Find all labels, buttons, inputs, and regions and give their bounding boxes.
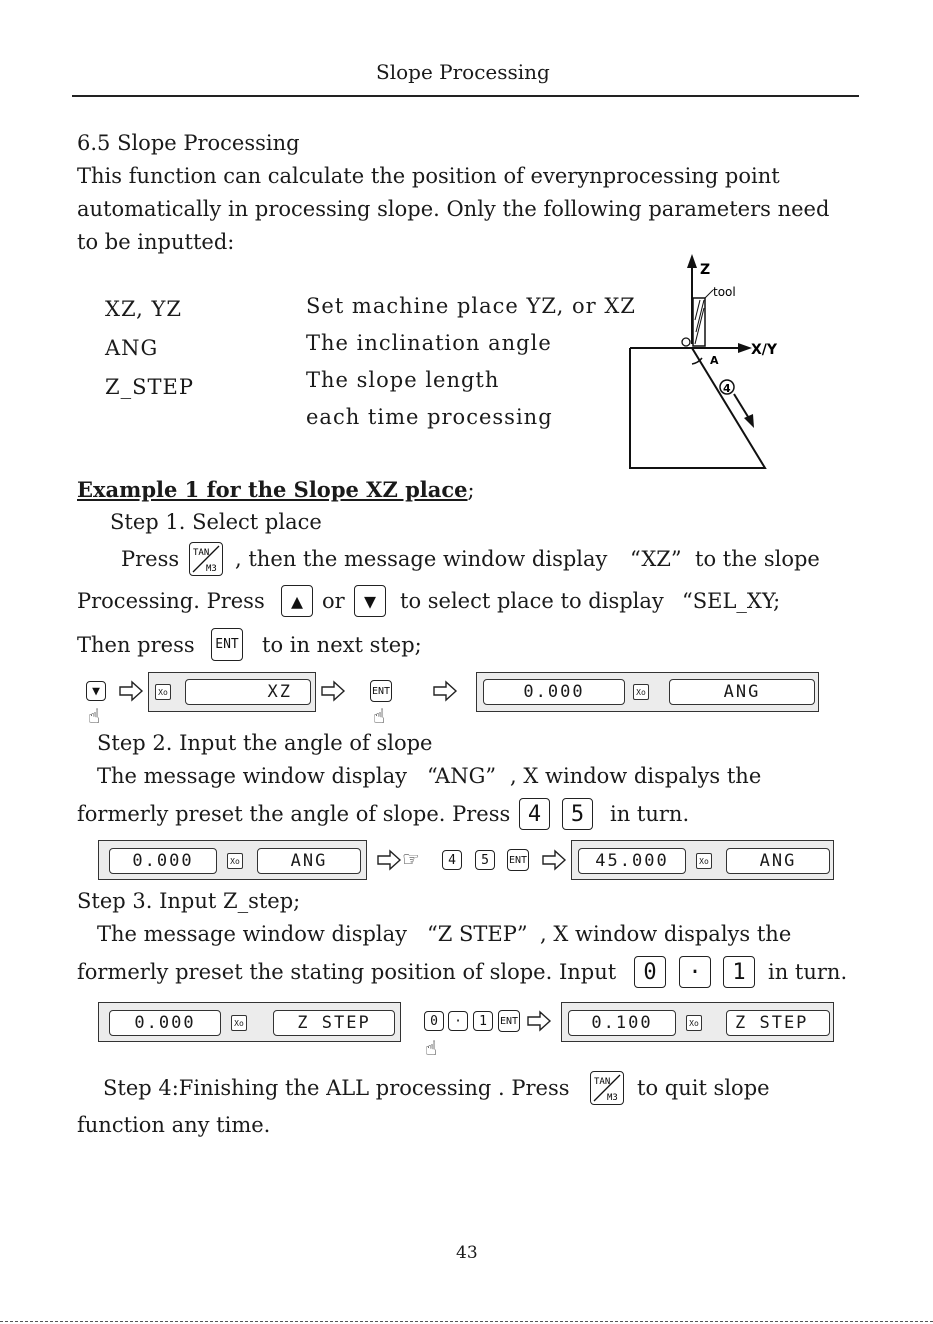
intro-line-1: This function can calculate the position of everynprocessing point bbox=[77, 164, 780, 188]
step1-line3-b: to in next step; bbox=[262, 633, 422, 657]
seq2-panel-a bbox=[98, 840, 367, 880]
seq1-panel-b bbox=[476, 672, 819, 712]
seq2-window-ang bbox=[257, 848, 361, 874]
one-key[interactable]: 1 bbox=[723, 956, 755, 988]
param-desc-zstep: The slope length bbox=[306, 368, 500, 392]
seq1-window-value bbox=[483, 679, 625, 705]
diagram-step-label: 4 bbox=[723, 382, 731, 395]
step2-title: Step 2. Input the angle of slope bbox=[97, 731, 433, 755]
page-number: 43 bbox=[456, 1243, 478, 1263]
step1-or: or bbox=[322, 589, 345, 613]
seq2-five-key[interactable]: 5 bbox=[475, 850, 495, 870]
param-desc-ang: The inclination angle bbox=[306, 331, 552, 355]
seq1-panel-a bbox=[148, 672, 316, 712]
seq2-window-ang-text: ANG bbox=[290, 851, 328, 871]
seq1-arrow-3-icon bbox=[432, 680, 458, 702]
seq2-xo-a: Xo bbox=[227, 853, 243, 869]
seq3-window-zstep bbox=[273, 1010, 395, 1036]
seq3-xo-a: Xo bbox=[231, 1015, 247, 1031]
seq3-zero-key[interactable]: 0 bbox=[424, 1011, 444, 1031]
four-key[interactable]: 4 bbox=[519, 798, 550, 830]
step4-tan-key[interactable] bbox=[590, 1071, 624, 1105]
diagram-z-label: Z bbox=[700, 262, 711, 278]
seq3-window-zstep-b-text: Z STEP bbox=[735, 1013, 809, 1033]
step1-title: Step 1. Select place bbox=[110, 510, 322, 534]
param-name-zstep: Z_STEP bbox=[105, 375, 194, 399]
seq3-panel-a bbox=[98, 1002, 401, 1042]
seq3-window-value-text: 0.000 bbox=[134, 1013, 196, 1033]
step1-press: Press bbox=[121, 547, 180, 571]
step1-quote-sel: “SEL_XY; bbox=[682, 589, 781, 613]
seq3-window-zstep-b bbox=[726, 1010, 830, 1036]
seq2-window-45-text: 45.000 bbox=[595, 851, 669, 871]
step4-tan-key-icon bbox=[592, 1073, 622, 1103]
diagram-tool-label: tool bbox=[713, 285, 736, 299]
step2-line1-a: The message window display bbox=[97, 764, 408, 788]
seq1-window-xz-text: XZ bbox=[267, 682, 292, 702]
seq1-hand-icon-1: ☝ bbox=[88, 704, 101, 728]
tan-key-icon bbox=[191, 544, 221, 574]
intro-line-2: automatically in processing slope. Only the following parameters need bbox=[77, 197, 830, 221]
seq2-four-key[interactable]: 4 bbox=[442, 850, 462, 870]
seq1-window-ang bbox=[669, 679, 815, 705]
seq2-window-ang-b bbox=[726, 848, 830, 874]
step2-line2-b: in turn. bbox=[610, 802, 690, 826]
seq2-arrow-1-icon bbox=[376, 849, 402, 871]
param-name-ang: ANG bbox=[105, 336, 159, 360]
seq1-xo-a: Xo bbox=[155, 684, 171, 700]
tan-key[interactable] bbox=[189, 542, 223, 576]
tan-key-bottom-label: M3 bbox=[206, 564, 217, 574]
up-key[interactable]: ▲ bbox=[281, 585, 313, 617]
seq1-hand-icon-2: ☝ bbox=[373, 704, 386, 728]
slope-diagram bbox=[620, 252, 790, 474]
seq3-ent-key[interactable]: ENT bbox=[498, 1010, 520, 1032]
example-title bbox=[77, 477, 475, 502]
seq1-window-ang-text: ANG bbox=[723, 682, 761, 702]
tan-key-top-label: TAN bbox=[193, 548, 210, 558]
step4-tan-key-top-label: TAN bbox=[594, 1077, 611, 1087]
dot-key[interactable]: · bbox=[679, 956, 711, 988]
step3-line1-b: , X window dispalys the bbox=[540, 922, 792, 946]
step2-quote-ang: “ANG” bbox=[427, 764, 497, 788]
intro-line-3: to be inputted: bbox=[77, 230, 235, 254]
seq2-window-45 bbox=[578, 848, 686, 874]
down-key[interactable]: ▼ bbox=[354, 585, 386, 617]
step3-line2-b: in turn. bbox=[768, 960, 848, 984]
seq2-ent-key[interactable]: ENT bbox=[507, 849, 529, 871]
seq3-dot-key[interactable]: · bbox=[448, 1011, 468, 1031]
seq3-hand-icon: ☝ bbox=[425, 1036, 438, 1060]
seq3-window-value bbox=[109, 1010, 221, 1036]
seq1-ent-key[interactable]: ENT bbox=[370, 680, 392, 702]
ent-key[interactable]: ENT bbox=[211, 628, 243, 661]
seq2-panel-b bbox=[571, 840, 834, 880]
seq1-window-xz bbox=[185, 679, 311, 705]
param-desc-xz: Set machine place YZ, or XZ bbox=[306, 294, 636, 318]
seq2-arrow-2-icon bbox=[541, 849, 567, 871]
step1-text-a: , then the message window display bbox=[235, 547, 608, 571]
example-title-suffix: ; bbox=[467, 478, 475, 502]
step4-line2: function any time. bbox=[77, 1113, 271, 1137]
header-rule bbox=[72, 95, 859, 97]
step1-quote-xz: “XZ” bbox=[630, 547, 682, 571]
param-desc-zstep-2: each time processing bbox=[306, 405, 553, 429]
bottom-dashed-rule bbox=[0, 1321, 933, 1322]
five-key[interactable]: 5 bbox=[562, 798, 593, 830]
seq2-window-ang-b-text: ANG bbox=[759, 851, 797, 871]
section-heading: 6.5 Slope Processing bbox=[77, 131, 300, 155]
running-header: Slope Processing bbox=[376, 60, 550, 84]
step3-title: Step 3. Input Z_step; bbox=[77, 889, 301, 913]
step3-quote-zstep: “Z STEP” bbox=[427, 922, 528, 946]
step4-line1-a: Step 4:Finishing the ALL processing . Press bbox=[103, 1076, 570, 1100]
seq1-arrow-2-icon bbox=[320, 680, 346, 702]
step1-text-b: to the slope bbox=[695, 547, 820, 571]
step1-line2-b: to select place to display bbox=[400, 589, 664, 613]
step3-line2-a: formerly preset the stating position of slope. Input bbox=[77, 960, 617, 984]
step4-line1-b: to quit slope bbox=[637, 1076, 770, 1100]
example-title-text: Example 1 for the Slope XZ place bbox=[77, 477, 468, 502]
param-name-xz: XZ, YZ bbox=[105, 297, 182, 321]
seq3-xo-b: Xo bbox=[686, 1015, 702, 1031]
seq1-arrow-1-icon bbox=[118, 680, 144, 702]
zero-key[interactable]: 0 bbox=[634, 956, 666, 988]
seq2-pointing-hand-icon: ☞ bbox=[402, 847, 420, 871]
step1-line3-a: Then press bbox=[77, 633, 195, 657]
seq3-panel-b bbox=[561, 1002, 834, 1042]
seq1-xo-b: Xo bbox=[633, 684, 649, 700]
seq3-window-zstep-text: Z STEP bbox=[297, 1013, 371, 1033]
seq1-down-key[interactable]: ▼ bbox=[86, 681, 106, 701]
seq3-window-0100-text: 0.100 bbox=[591, 1013, 653, 1033]
step1-line2-a: Processing. Press bbox=[77, 589, 265, 613]
step2-line1-b: , X window dispalys the bbox=[510, 764, 762, 788]
step3-line1-a: The message window display bbox=[97, 922, 408, 946]
seq1-window-value-text: 0.000 bbox=[523, 682, 585, 702]
step2-line2-a: formerly preset the angle of slope. Press bbox=[77, 802, 511, 826]
seq3-arrow-icon bbox=[526, 1010, 552, 1032]
diagram-angle-label: A bbox=[710, 354, 719, 367]
step4-tan-key-bottom-label: M3 bbox=[607, 1093, 618, 1103]
seq3-one-key[interactable]: 1 bbox=[473, 1011, 493, 1031]
seq2-window-value-text: 0.000 bbox=[132, 851, 194, 871]
seq3-window-0100 bbox=[568, 1010, 676, 1036]
diagram-axis-label: X/Y bbox=[751, 342, 778, 358]
seq2-xo-b: Xo bbox=[696, 853, 712, 869]
seq2-window-value bbox=[109, 848, 217, 874]
